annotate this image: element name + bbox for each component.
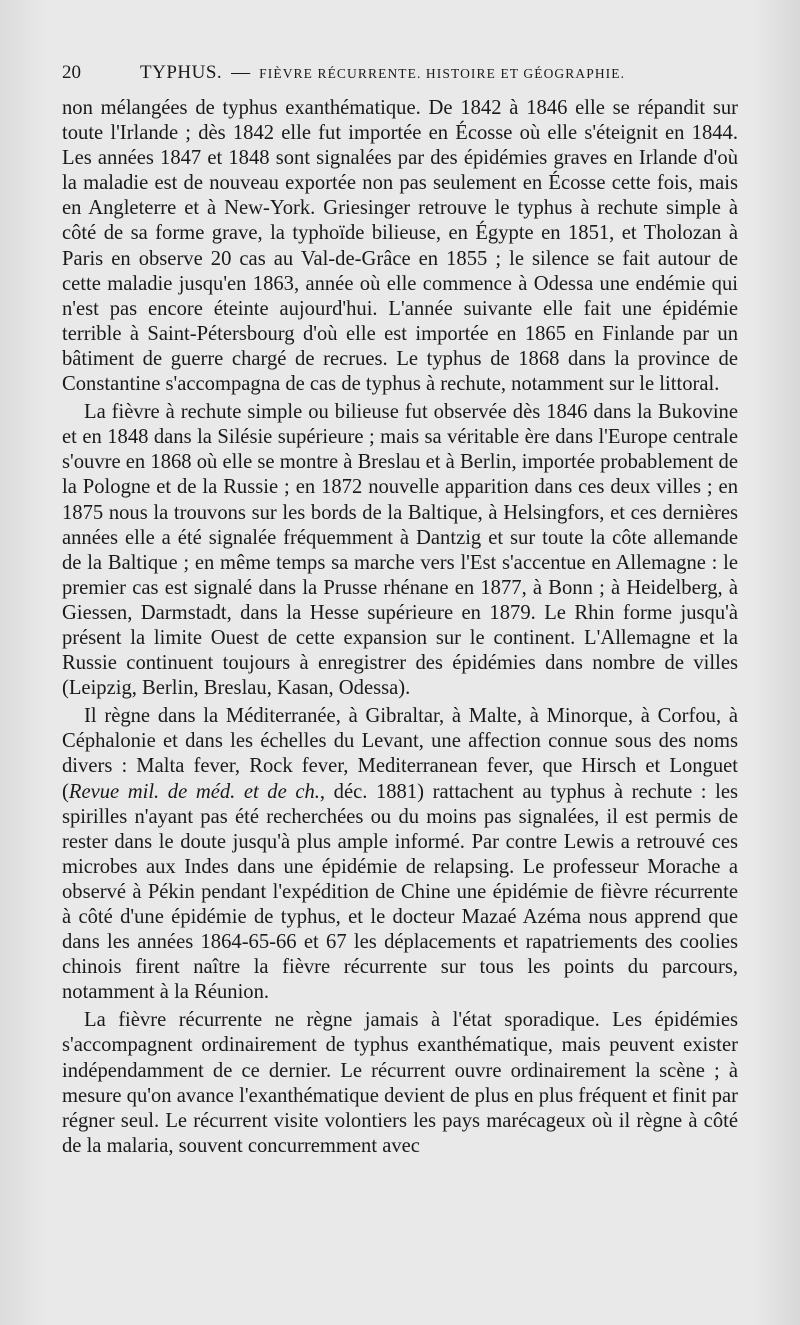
running-head: [62, 62, 738, 88]
running-separator: —: [231, 62, 251, 83]
paragraph-mediterranean: [62, 704, 738, 1005]
paragraph-continued: non mélangées de typhus exanthématique. De 1842 à 1846 elle se répandit sur toute l'Irlande ; dès 1842 elle fut importée en Écosse où elle s'éteignit en 1844. Les années 1847 et 1848 sont signalées par des épidémies graves en Irlande d'où la maladie est de nouveau exportée non pas seulement en Écosse cette fois, mais en Angleterre et à New-York. Griesinger retrouve le typhus à rechute simple à côté de sa forme grave, la typhoïde bilieuse, en Égypte en 1851, et Tholozan à Paris en observe 20 cas au Val-de-Grâce en 1855 ; le silence se fait autour de cette maladie jusqu'en 1863, année où elle commence à Odessa une endémie qui n'est pas encore éteinte aujourd'hui. L'année suivante elle fait une épidémie terrible à Saint-Pétersbourg d'où elle est importée en 1865 en Finlande par un bâtiment de guerre chargé de recrues. Le typhus de 1868 dans la province de Constantine s'accompagna de cas de typhus à rechute, notamment sur le littoral.: [62, 97, 738, 396]
running-title: TYPHUS.: [140, 62, 223, 83]
page-number: 20: [62, 62, 81, 83]
paragraph-text-after: , déc. 1881) rattachent au typhus à rechute : les spirilles n'ayant pas été recherchées ou du moins pas signalées, il est permis de rester dans le doute jusqu'à plus ample informé. Par contre Lewis a retrouvé ces microbes aux Indes dans une épidémie de relapsing. Le professeur Morache a observé à Pékin pendant l'expédition de Chine une épidémie de fièvre récurrente à côté d'une épidémie de typhus, et le docteur Mazaé Azéma nous apprend que dans les années 1864-65-66 et 67 les déplacements et rapatriements des coolies chinois firent naître la fièvre récurrente sur tous les points du parcours, notamment à la Réunion.: [62, 780, 738, 1004]
body-text: [62, 96, 738, 1159]
journal-citation: Revue mil. de méd. et de ch.: [68, 780, 320, 803]
paragraph-relapsing-fever-europe: La fièvre à rechute simple ou bilieuse fut observée dès 1846 dans la Bukovine et en 1848 dans la Silésie supérieure ; mais sa véritable ère dans l'Europe centrale s'ouvre en 1868 où elle se montre à Breslau et à Berlin, importée probablement de la Pologne et de la Russie ; en 1872 nouvelle apparition dans ces deux villes ; en 1875 nous la trouvons sur les bords de la Baltique, à Helsingfors, et ces dernières années elle a été signalée fréquemment à Dantzig et sur toute la côte allemande de la Baltique ; en même temps sa marche vers l'Est s'accentue en Allemagne : le premier cas est signalé dans la Prusse rhénane en 1877, à Bonn ; à Heidelberg, à Giessen, Darmstadt, dans la Hesse supérieure en 1879. Le Rhin forme jusqu'à présent la limite Ouest de cette expansion sur le continent. L'Allemagne et la Russie continuent toujours à enregistrer des épidémies dans nombre de villes (Leipzig, Berlin, Breslau, Kasan, Odessa).: [62, 401, 738, 700]
paragraph-text-before: Il règne dans la Méditerranée, à Gibraltar, à Malte, à Minorque, à Corfou, à Céphalonie et dans les échelles du Levant, une affection connue sous des noms divers : Malta fever, Rock fever, Mediterranean fever, que Hirsch et Longuet (: [62, 705, 738, 803]
running-subtitle: FIÈVRE RÉCURRENTE. HISTOIRE ET GÉOGRAPHIE.: [259, 66, 626, 81]
paragraph-epidemics: La fièvre récurrente ne règne jamais à l'état sporadique. Les épidémies s'accompagnent ordinairement de typhus exanthématique, mais peuvent exister indépendamment de ce dernier. Le récurrent ouvre ordinairement la scène ; à mesure qu'on avance l'exanthématique devient de plus en plus fréquent et finit par régner seul. Le récurrent visite volontiers les pays marécageux où il règne à côté de la malaria, souvent concurremment avec: [62, 1009, 738, 1157]
